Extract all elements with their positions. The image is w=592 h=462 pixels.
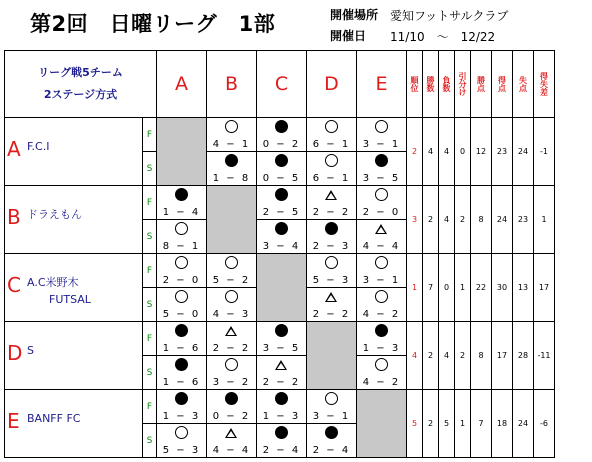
score: 3 − 1 xyxy=(362,139,401,150)
stat-value: 0 xyxy=(455,118,471,186)
score: 4 − 1 xyxy=(212,139,251,150)
stat-header-text: 得失差 xyxy=(539,72,549,96)
team-name: S xyxy=(27,344,34,357)
venue-value: 愛知フットサルクラブ xyxy=(390,9,509,23)
score: 2 − 2 xyxy=(312,207,351,218)
result-cell xyxy=(307,288,357,322)
result-cell xyxy=(357,220,407,254)
team-row xyxy=(5,186,555,220)
team-letter: E xyxy=(7,409,20,433)
rank-value: 3 xyxy=(407,186,423,254)
stat-header xyxy=(423,51,439,118)
stat-value: 24 xyxy=(492,186,513,254)
stat-value: 23 xyxy=(492,118,513,186)
score: 1 − 4 xyxy=(162,207,201,218)
self-match-cell xyxy=(257,254,307,322)
win-circle-icon xyxy=(225,120,238,133)
stat-header-text: 勝点 xyxy=(476,76,486,92)
loss-dot-icon xyxy=(225,154,238,167)
result-cell xyxy=(257,356,307,390)
score: 4 − 3 xyxy=(212,309,251,320)
stat-header xyxy=(439,51,455,118)
stat-value: 2 xyxy=(423,390,439,458)
stat-value: 30 xyxy=(492,254,513,322)
draw-triangle-icon xyxy=(325,190,337,200)
score: 0 − 5 xyxy=(262,173,301,184)
column-header: D xyxy=(307,51,357,118)
column-header: A xyxy=(157,51,207,118)
loss-dot-icon xyxy=(275,120,288,133)
stat-value: 12 xyxy=(471,118,492,186)
result-cell xyxy=(157,424,207,458)
stat-value: 7 xyxy=(471,390,492,458)
league-table xyxy=(4,50,555,458)
score: 5 − 2 xyxy=(212,275,251,286)
loss-dot-icon xyxy=(175,358,188,371)
result-cell xyxy=(357,118,407,152)
score: 2 − 2 xyxy=(262,377,301,388)
result-cell xyxy=(257,424,307,458)
win-circle-icon xyxy=(375,120,388,133)
stat-value: 1 xyxy=(455,254,471,322)
team-cell xyxy=(5,322,143,390)
score: 2 − 0 xyxy=(362,207,401,218)
win-circle-icon xyxy=(225,290,238,303)
stage-label: S xyxy=(143,288,157,322)
score: 6 − 1 xyxy=(312,173,351,184)
result-cell xyxy=(257,186,307,220)
stat-value: 4 xyxy=(439,118,455,186)
result-cell xyxy=(257,118,307,152)
stat-value: 2 xyxy=(423,322,439,390)
result-cell xyxy=(307,118,357,152)
win-circle-icon xyxy=(325,256,338,269)
stat-value: 2 xyxy=(455,186,471,254)
stage-label: F xyxy=(143,322,157,356)
draw-triangle-icon xyxy=(375,224,387,234)
result-cell xyxy=(257,390,307,424)
result-cell xyxy=(157,220,207,254)
header-line-2: 2ステージ方式 xyxy=(43,88,118,101)
stat-value: 1 xyxy=(534,186,555,254)
result-cell xyxy=(207,118,257,152)
draw-triangle-icon xyxy=(325,292,337,302)
result-cell xyxy=(307,254,357,288)
stage-label: F xyxy=(143,118,157,152)
team-name: ドラえもん xyxy=(27,208,82,221)
score: 3 − 5 xyxy=(262,343,301,354)
result-cell xyxy=(257,152,307,186)
rank-value: 2 xyxy=(407,118,423,186)
score: 2 − 5 xyxy=(262,207,301,218)
team-row xyxy=(5,390,555,424)
loss-dot-icon xyxy=(175,392,188,405)
team-name: BANFF FC xyxy=(27,412,81,425)
result-cell xyxy=(357,254,407,288)
team-letter: C xyxy=(7,273,21,297)
stat-value: 8 xyxy=(471,322,492,390)
score: 2 − 0 xyxy=(162,275,201,286)
result-cell xyxy=(357,322,407,356)
result-cell xyxy=(207,152,257,186)
team-row xyxy=(5,118,555,152)
stat-value: 7 xyxy=(423,254,439,322)
loss-dot-icon xyxy=(175,324,188,337)
win-circle-icon xyxy=(225,256,238,269)
header-line-1: リーグ戦5チーム xyxy=(38,66,123,79)
score: 8 − 1 xyxy=(162,241,201,252)
stat-header xyxy=(513,51,534,118)
result-cell xyxy=(157,186,207,220)
win-circle-icon xyxy=(375,290,388,303)
stat-value: 24 xyxy=(513,118,534,186)
stat-value: 17 xyxy=(492,322,513,390)
self-match-cell xyxy=(157,118,207,186)
score: 4 − 4 xyxy=(212,445,251,456)
result-cell xyxy=(307,220,357,254)
stat-header xyxy=(471,51,492,118)
team-letter: A xyxy=(7,137,21,161)
self-match-cell xyxy=(357,390,407,458)
stat-value: 18 xyxy=(492,390,513,458)
stat-value: 4 xyxy=(439,186,455,254)
stat-header-text: 得点 xyxy=(497,76,507,92)
result-cell xyxy=(207,356,257,390)
column-header: C xyxy=(257,51,307,118)
score: 3 − 1 xyxy=(312,411,351,422)
loss-dot-icon xyxy=(275,324,288,337)
score: 5 − 3 xyxy=(162,445,201,456)
stat-header-text: 勝数 xyxy=(426,76,435,92)
loss-dot-icon xyxy=(275,392,288,405)
result-cell xyxy=(357,186,407,220)
loss-dot-icon xyxy=(275,426,288,439)
win-circle-icon xyxy=(175,290,188,303)
result-cell xyxy=(307,152,357,186)
stage-label: F xyxy=(143,254,157,288)
stage-label: S xyxy=(143,424,157,458)
score: 5 − 3 xyxy=(312,275,351,286)
stage-label: S xyxy=(143,220,157,254)
loss-dot-icon xyxy=(275,222,288,235)
score: 3 − 4 xyxy=(262,241,301,252)
score: 2 − 3 xyxy=(312,241,351,252)
result-cell xyxy=(357,152,407,186)
stat-value: 13 xyxy=(513,254,534,322)
team-letter: D xyxy=(7,341,23,365)
score: 2 − 2 xyxy=(312,309,351,320)
win-circle-icon xyxy=(225,358,238,371)
loss-dot-icon xyxy=(225,392,238,405)
stat-header-text: 負数 xyxy=(442,76,451,92)
team-name: A.C米野木 FUTSAL xyxy=(27,276,91,306)
score: 4 − 4 xyxy=(362,241,401,252)
stat-value: 22 xyxy=(471,254,492,322)
stat-header-text: 順位 xyxy=(410,76,419,92)
stat-header xyxy=(492,51,513,118)
result-cell xyxy=(257,322,307,356)
score: 1 − 3 xyxy=(362,343,401,354)
team-cell xyxy=(5,118,143,186)
self-match-cell xyxy=(307,322,357,390)
stat-value: 1 xyxy=(455,390,471,458)
team-row xyxy=(5,254,555,288)
result-cell xyxy=(157,322,207,356)
stat-value: 17 xyxy=(534,254,555,322)
score: 5 − 0 xyxy=(162,309,201,320)
score: 3 − 5 xyxy=(362,173,401,184)
win-circle-icon xyxy=(375,358,388,371)
stat-value: 0 xyxy=(439,254,455,322)
stage-label: S xyxy=(143,356,157,390)
loss-dot-icon xyxy=(375,324,388,337)
stat-value: -11 xyxy=(534,322,555,390)
result-cell xyxy=(307,186,357,220)
stat-value: 4 xyxy=(423,118,439,186)
stage-label: F xyxy=(143,186,157,220)
stat-value: 4 xyxy=(439,322,455,390)
win-circle-icon xyxy=(325,120,338,133)
loss-dot-icon xyxy=(275,154,288,167)
result-cell xyxy=(207,424,257,458)
score: 1 − 3 xyxy=(262,411,301,422)
win-circle-icon xyxy=(175,256,188,269)
venue-label: 開催場所 xyxy=(330,8,379,22)
result-cell xyxy=(307,390,357,424)
score: 2 − 4 xyxy=(312,445,351,456)
win-circle-icon xyxy=(325,154,338,167)
score: 0 − 2 xyxy=(262,139,301,150)
result-cell xyxy=(157,390,207,424)
stat-value: 24 xyxy=(513,390,534,458)
result-cell xyxy=(207,322,257,356)
stat-value: 28 xyxy=(513,322,534,390)
team-letter: B xyxy=(7,205,21,229)
self-match-cell xyxy=(207,186,257,254)
score: 2 − 4 xyxy=(262,445,301,456)
result-cell xyxy=(157,288,207,322)
rank-value: 5 xyxy=(407,390,423,458)
rank-value: 1 xyxy=(407,254,423,322)
score: 4 − 2 xyxy=(362,309,401,320)
draw-triangle-icon xyxy=(225,428,237,438)
period-label: 開催日 xyxy=(330,29,367,43)
score: 1 − 6 xyxy=(162,343,201,354)
stat-value: -1 xyxy=(534,118,555,186)
stat-header xyxy=(534,51,555,118)
score: 3 − 2 xyxy=(212,377,251,388)
draw-triangle-icon xyxy=(225,326,237,336)
stat-value: -6 xyxy=(534,390,555,458)
team-cell xyxy=(5,186,143,254)
win-circle-icon xyxy=(375,256,388,269)
result-cell xyxy=(207,390,257,424)
stat-value: 2 xyxy=(455,322,471,390)
stat-header-text: 引分け xyxy=(458,72,467,96)
loss-dot-icon xyxy=(375,154,388,167)
draw-triangle-icon xyxy=(275,360,287,370)
stat-value: 2 xyxy=(423,186,439,254)
column-header: B xyxy=(207,51,257,118)
stat-header-text: 失点 xyxy=(518,76,528,92)
stage-label: S xyxy=(143,152,157,186)
stat-value: 8 xyxy=(471,186,492,254)
rank-value: 4 xyxy=(407,322,423,390)
result-cell xyxy=(257,220,307,254)
stat-header xyxy=(407,51,423,118)
table-header-label xyxy=(5,51,157,118)
stage-label: F xyxy=(143,390,157,424)
score: 2 − 2 xyxy=(212,343,251,354)
score: 4 − 2 xyxy=(362,377,401,388)
team-name: F.C.I xyxy=(27,140,50,153)
score: 0 − 2 xyxy=(212,411,251,422)
stat-header xyxy=(455,51,471,118)
result-cell xyxy=(357,288,407,322)
result-cell xyxy=(157,254,207,288)
page-title: 第2回 日曜リーグ 1部 xyxy=(30,12,276,36)
loss-dot-icon xyxy=(325,222,338,235)
period-value: 11/10 ～ 12/22 xyxy=(390,30,496,44)
score: 1 − 3 xyxy=(162,411,201,422)
stat-value: 5 xyxy=(439,390,455,458)
score: 1 − 6 xyxy=(162,377,201,388)
loss-dot-icon xyxy=(175,188,188,201)
result-cell xyxy=(357,356,407,390)
result-cell xyxy=(157,356,207,390)
score: 3 − 1 xyxy=(362,275,401,286)
win-circle-icon xyxy=(325,392,338,405)
win-circle-icon xyxy=(175,426,188,439)
win-circle-icon xyxy=(175,222,188,235)
column-header: E xyxy=(357,51,407,118)
loss-dot-icon xyxy=(325,426,338,439)
result-cell xyxy=(207,288,257,322)
team-cell xyxy=(5,390,143,458)
score: 6 − 1 xyxy=(312,139,351,150)
score: 1 − 8 xyxy=(212,173,251,184)
result-cell xyxy=(207,254,257,288)
win-circle-icon xyxy=(375,188,388,201)
team-cell xyxy=(5,254,143,322)
team-row xyxy=(5,322,555,356)
result-cell xyxy=(307,424,357,458)
stat-value: 23 xyxy=(513,186,534,254)
loss-dot-icon xyxy=(275,188,288,201)
table-header-row xyxy=(5,51,555,118)
